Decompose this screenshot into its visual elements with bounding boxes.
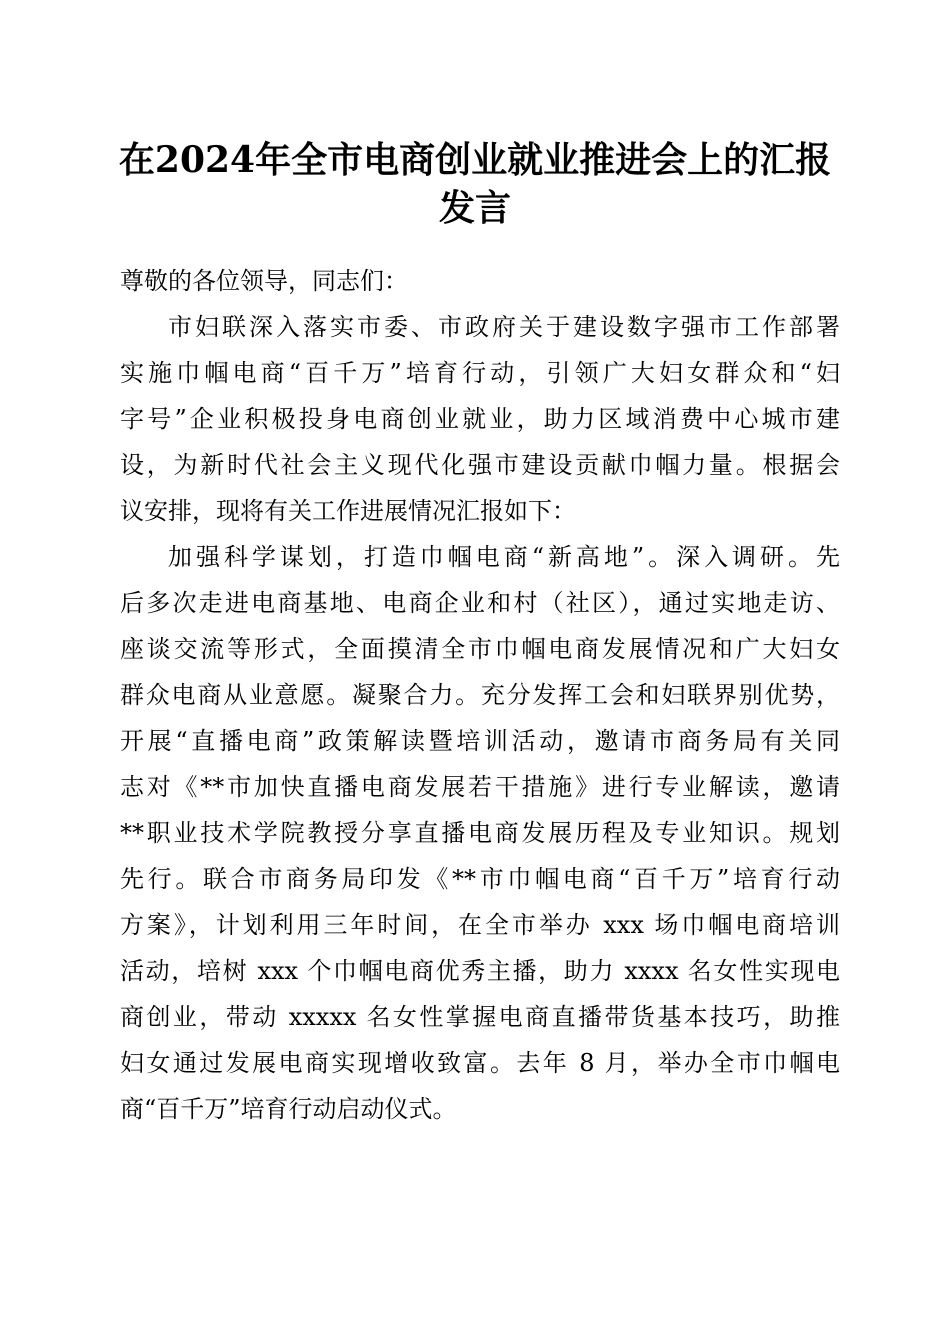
paragraph-line: 方案》，计划利用三年时间，在全市举办 xxx 场巾帼电商培训 (120, 911, 840, 939)
paragraph-line: 字号”企业积极投身电商创业就业，助力区域消费中心城市建 (120, 405, 840, 433)
paragraph-line: 商“百千万”培育行动启动仪式。 (120, 1095, 457, 1123)
paragraph-line: 座谈交流等形式，全面摸清全市巾帼电商发展情况和广大妇女 (120, 635, 840, 663)
paragraph-line: 后多次走进电商基地、电商企业和村（社区），通过实地走访、 (120, 589, 840, 617)
paragraph-2 (120, 534, 840, 1132)
document-title (100, 136, 850, 232)
paragraph-line: 先行。联合市商务局印发《**市巾帼电商“百千万”培育行动 (120, 865, 840, 893)
paragraph-line: 加强科学谋划，打造巾帼电商“新高地”。深入调研。先 (168, 543, 840, 571)
paragraph-line: 活动，培树 xxx 个巾帼电商优秀主播，助力 xxxx 名女性实现电 (120, 957, 840, 985)
title-line: 发言 (438, 187, 511, 229)
paragraph-line: 实施巾帼电商“百千万”培育行动，引领广大妇女群众和“妇 (120, 359, 840, 387)
document-body (120, 258, 840, 1132)
paragraph-line: 设，为新时代社会主义现代化强市建设贡献巾帼力量。根据会 (120, 451, 840, 479)
paragraph-line: 志对《**市加快直播电商发展若干措施》进行专业解读，邀请 (120, 773, 840, 801)
paragraph-line: 商创业，带动 xxxxx 名女性掌握电商直播带货基本技巧，助推 (120, 1003, 840, 1031)
salutation: 尊敬的各位领导，同志们： (120, 267, 408, 295)
paragraph-line: 群众电商从业意愿。凝聚合力。充分发挥工会和妇联界别优势， (120, 681, 840, 709)
title-line: 在2024年全市电商创业就业推进会上的汇报 (118, 139, 832, 181)
paragraph-1 (120, 304, 840, 534)
paragraph-line: 议安排，现将有关工作进展情况汇报如下： (120, 497, 576, 525)
paragraph-line: 开展“直播电商”政策解读暨培训活动，邀请市商务局有关同 (120, 727, 840, 755)
paragraph-line: **职业技术学院教授分享直播电商发展历程及专业知识。规划 (120, 819, 840, 847)
paragraph-line: 市妇联深入落实市委、市政府关于建设数字强市工作部署 (168, 313, 840, 341)
paragraph-line: 妇女通过发展电商实现增收致富。去年 8 月，举办全市巾帼电 (120, 1049, 840, 1077)
